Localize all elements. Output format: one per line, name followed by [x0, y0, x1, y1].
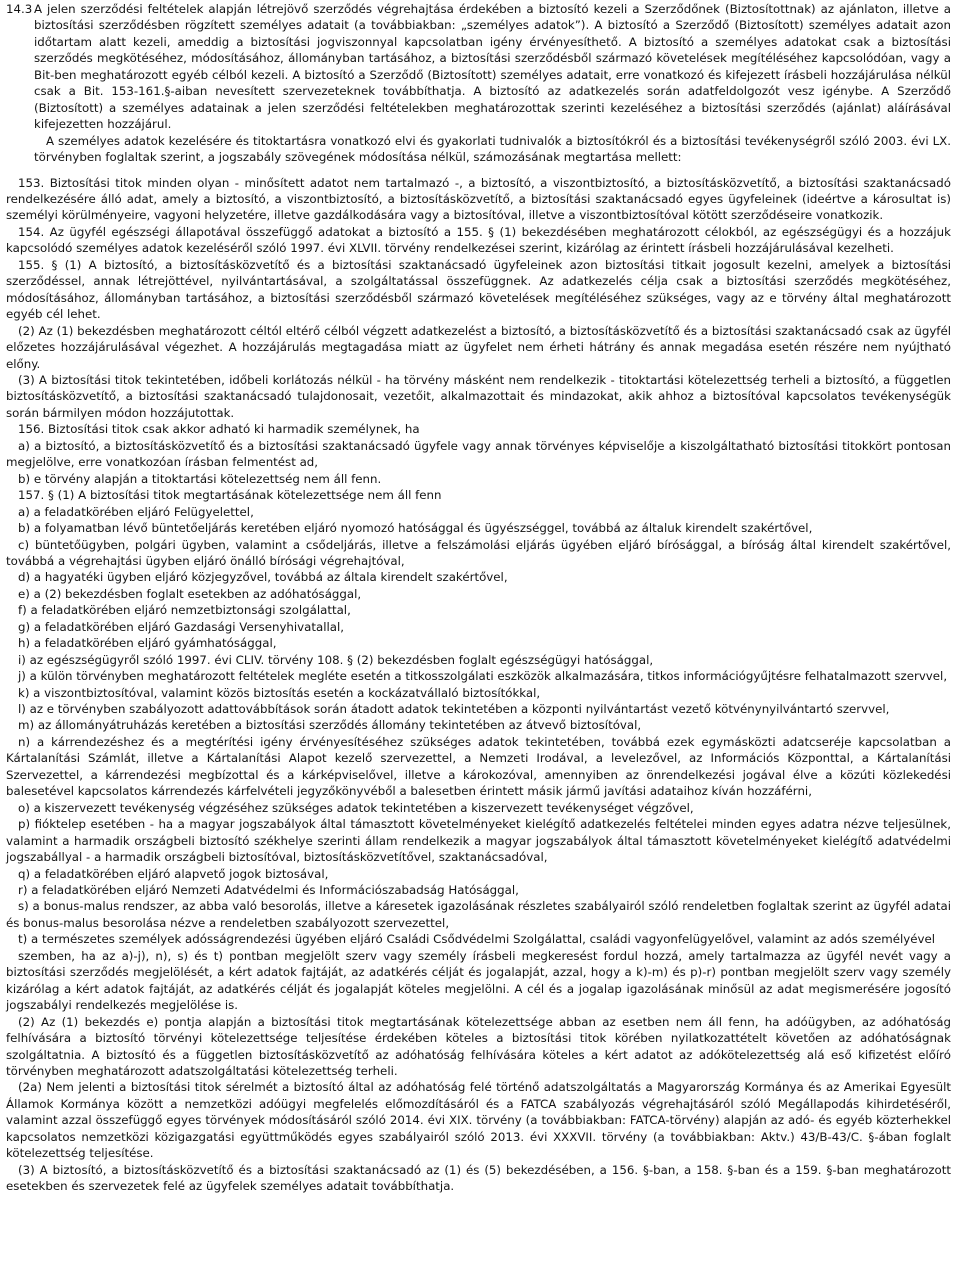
list-item-157-j: j) a külön törvényben meghatározott feltételek megléte esetén a titkosszolgálati eszközök alkalmazására, titkos információgyűjtésre felhatalmazott szervvel,: [18, 669, 948, 684]
list-item-157-m: m) az állományátruházás keretében a biztosítási szerződés állomány tekintetében az átvevő biztosítóval,: [18, 718, 642, 733]
paragraph-155-3: (3) A biztosítási titok tekintetében, időbeli korlátozás nélkül - ha törvény másként nem rendelkezik - titoktartási kötelezettség terheli a biztosító, a független biztosításközvetítő, a biztosítási szaktanácsadó tulajdonosait, vezetőit, alkalmazottait és mindazokat, akik ahhoz a biztosítóval kapcsolatos tevékenységük során bármilyen módon hozzájutottak.: [6, 372, 951, 420]
section-number: 14.3: [6, 2, 33, 16]
list-item-157-l: l) az e törvényben szabályozott adattovábbítások során átadott adatok tekintetében a központi nyilvántartást vezető kötvénynyilvántartó szervvel,: [18, 702, 890, 717]
section-body: [34, 1, 951, 166]
list-item-157-g: g) a feladatkörében eljáró Gazdasági Versenyhivatallal,: [18, 619, 345, 634]
list-item-157-a: a) a feladatkörében eljáró Felügyelettel,: [18, 504, 254, 519]
paragraph-153: 153. Biztosítási titok minden olyan - minősített adatot nem tartalmazó -, a biztosító, a viszontbiztosító, a biztosításközvetítő, a biztosítási szaktanácsadó rendelkezésére álló adat, amely a biztosító, a viszontbiztosító, a biztosításközvetítő, a biztosítási szaktanácsadó egyes ügyfeleinek (ideértve a károsultat is) személyi körülményeire, vagyoni helyzetére, illetve gazdálkodására vagy a biztosítóval, illetve a viszontbiztosítóval kötött szerződéseire vonatkozik.: [6, 175, 951, 223]
list-item-156-b: b) e törvény alapján a titoktartási kötelezettség nem áll fenn.: [18, 471, 382, 486]
list-item-157-d: d) a hagyatéki ügyben eljáró közjegyzővel, továbbá az általa kirendelt szakértővel,: [18, 570, 508, 585]
list-item-157-o: o) a kiszervezett tevékenység végzéséhez szükséges adatok tekintetében a kiszervezett tevékenységet végzővel,: [18, 800, 694, 815]
list-item-157-q: q) a feladatkörében eljáró alapvető jogok biztosával,: [18, 866, 329, 881]
paragraph-157-3: (3) A biztosító, a biztosításközvetítő és a biztosítási szaktanácsadó az (1) és (5) bekezdésében, a 156. §-ban, a 158. §-ban és a 159. §-ban meghatározott esetekben és szervezetek felé az ügyfelek személyes adatait továbbíthatja.: [6, 1162, 951, 1194]
paragraph-157-request-conditions: szemben, ha az a)-j), n), s) és t) pontban megjelölt szerv vagy személy írásbeli megkeresést fordul hozzá, amely tartalmazza az ügyfél nevét vagy a biztosítási szerződés megjelölését, a kért adatok fajtáját, az adatkérés célját és jogalapját, azzal, hogy a k)-m) és p)-r) pontban megjelölt szerv vagy személy kizárólag a kért adatok fajtáját, az adatkérés célját és jogalapját köteles megjelölni. A cél és a jogalap igazolásának minősül az adat megismerésére jogosító jogszabályi rendelkezés megjelölése is.: [6, 948, 951, 1013]
paragraph-157-2a: (2a) Nem jelenti a biztosítási titok sérelmét a biztosító által az adóhatóság felé történő adatszolgáltatás a Magyarország Kormánya és az Amerikai Egyesült Államok Kormánya között a nemzetközi adóügyi megfelelés előmozdításáról és a FATCA szabályozás végrehajtásáról szóló Megállapodás kihirdetéséről, valamint azzal összefüggő egyes törvények módosításáról szóló 2014. évi XIX. törvény (a továbbiakban: FATCA-törvény) alapján az adó- és egyéb közterhekkel kapcsolatos nemzetközi közigazgatási együttműködés egyes szabályairól szóló 2013. évi XXXVII. törvény (a továbbiakban: Aktv.) 43/B-43/C. §-ában foglalt kötelezettség teljesítése.: [6, 1080, 951, 1161]
paragraph-155-2: (2) Az (1) bekezdésben meghatározott céltól eltérő célból végzett adatkezelést a biztosító, a biztosításközvetítő és a biztosítási szaktanácsadó csak az ügyfél előzetes hozzájárulásával végezhet. A hozzájárulás megtagadása miatt az ügyfelet nem érheti hátrány és annak megadása esetén részére nem nyújtható előny.: [6, 323, 951, 371]
list-item-157-h: h) a feladatkörében eljáró gyámhatósággal,: [18, 636, 277, 651]
list-item-157-r: r) a feladatkörében eljáró Nemzeti Adatvédelmi és Információszabadság Hatósággal,: [18, 883, 519, 898]
list-item-157-s: s) a bonus-malus rendszer, az abba való besorolás, illetve a káresetek igazolásának részletes szabályairól szóló rendeletben foglaltak szerint az ügyfél adatai és bonus-malus besorolása nézve a rendeletben szabályozott szervezettel,: [6, 899, 951, 930]
paragraph-157-2: (2) Az (1) bekezdés e) pontja alapján a biztosítási titok megtartásának kötelezettsége abban az esetben nem áll fenn, ha adóügyben, az adóhatóság felhívására a biztosító törvényi kötelezettsége teljesítése érdekében köteles a biztosítási titok körében nyilatkozattételt követően az adóhatóságnak szolgáltatnia. A biztosító és a független biztosításközvetítő az adóhatóság felhívására köteles a kért adatot az adókötelezettség alá eső kifizetést előíró törvényben meghatározott adatszolgáltatási kötelezettség terheli.: [6, 1014, 951, 1078]
paragraph-156: 156. Biztosítási titok csak akkor adható ki harmadik személynek, ha: [18, 422, 420, 437]
list-item-157-t: t) a természetes személyek adósságrendezési ügyében eljáró Családi Csődvédelmi Szolgálattal, családi vagyonfelügyelővel, valamint az adós személyével: [18, 932, 936, 947]
section-14-3: [6, 0, 951, 166]
list-item-157-k: k) a viszontbiztosítóval, valamint közös biztosítás esetén a kockázatvállaló biztosítókkal,: [18, 685, 541, 700]
paragraph-intro: A jelen szerződési feltételek alapján létrejövő szerződés végrehajtása érdekében a biztosító kezeli a Szerződőnek (Biztosítottnak) az ajánlaton, illetve a biztosítási szerződésben rögzített személyes adatait (a továbbiakban: „személyes adatok”). A biztosító a Szerződő (Biztosított) személyes adatait azon időtartam alatt kezeli, ameddig a biztosítási jogviszonnyal kapcsolatban igény érvényesíthető. A biztosító a személyes adatokat csak a biztosítási szerződés megkötéséhez, módosításához, állományban tartásához, a biztosítási szerződésből származó követelések megítéléséhez kapcsolódóan, vagy a Bit-ben meghatározott egyéb célból kezeli. A biztosító a Szerződő (Biztosított) személyes adatait, erre vonatkozó és kifejezett írásbeli hozzájárulása nélkül csak a Bit. 153-161.§-aiban nevesített szervezeteknek továbbíthatja. A biztosító az adatkezelés során adatfeldolgozót vesz igénybe. A Szerződő (Biztosított) a személyes adatainak a jelen szerződési feltételekben meghatározottak szerinti kezeléséhez a biztosítási szerződés (ajánlat) aláírásával kifejezetten hozzájárul.: [34, 2, 951, 132]
list-item-157-f: f) a feladatkörében eljáró nemzetbiztonsági szolgálattal,: [18, 603, 351, 618]
paragraph-157-1: 157. § (1) A biztosítási titok megtartásának kötelezettsége nem áll fenn: [18, 488, 442, 503]
paragraph-154: 154. Az ügyfél egészségi állapotával összefüggő adatokat a biztosító a 155. § (1) bekezdésében meghatározott célokból, az egészségügyi és a hozzájuk kapcsolódó személyes adatok kezeléséről szóló 1997. évi XLVII. törvény rendelkezései szerint, kizárólag az érintett írásbeli hozzájárulásával kezelheti.: [6, 224, 951, 256]
list-item-157-n: n) a kárrendezéshez és a megtérítési igény érvényesítéséhez szükséges adatok tekintetében, továbbá ezek egymásközti adatcseréje kapcsolatban a Kártalanítási Számlát, illetve a Kártalanítási Alapot kezelő szervezettel, a Nemzeti Irodával, a levelezővel, az Információs Központtal, a Kártalanítási Szervezettel, a kárrendezési megbízottal és a kárképviselővel, illetve a károkozóval, amennyiben az önrendelkezési jogával élve a közúti közlekedési balesetével kapcsolatos kárrendezés kárfelvételi jegyzőkönyvéből a balesetben érintett másik jármű javítási adataihoz kíván hozzáférni,: [6, 734, 951, 799]
list-item-157-i: i) az egészségügyről szóló 1997. évi CLIV. törvény 108. § (2) bekezdésben foglalt egészségügyi hatósággal,: [18, 652, 654, 667]
list-item-157-c: c) büntetőügyben, polgári ügyben, valamint a csődeljárás, illetve a felszámolási eljárás ügyében eljáró bírósággal, a bíróság által kirendelt szakértővel, továbbá a végrehajtási ügyben eljáró önálló bírósági végrehajtóval,: [6, 537, 951, 568]
list-item-157-e: e) a (2) bekezdésben foglalt esetekben az adóhatósággal,: [18, 586, 362, 601]
list-item-157-b: b) a folyamatban lévő büntetőeljárás keretében eljáró nyomozó hatósággal és ügyészséggel, továbbá az általuk kirendelt szakértővel,: [18, 521, 813, 536]
paragraph-legal-reference: A személyes adatok kezelésére és titoktartásra vonatkozó elvi és gyakorlati tudnivalók a biztosítókról és a biztosítási tevékenységről szóló 2003. évi LX. törvényben foglaltak szerint, a jogszabály szövegének módosítása nélkül, számozásának megtartása mellett:: [34, 133, 951, 165]
list-item-156-a: a) a biztosító, a biztosításközvetítő és a biztosítási szaktanácsadó ügyfele vagy annak törvényes képviselője a kiszolgáltatható biztosítási titokkört pontosan megjelölve, erre vonatkozóan írásban felmentést ad,: [6, 438, 951, 470]
list-item-157-p: p) fióktelep esetében - ha a magyar jogszabályok által támasztott követelményeket kielégítő adatkezelés feltételei minden egyes adatra nézve teljesülnek, valamint a harmadik országbeli biztosító székhelye szerinti állam rendelkezik a magyar jogszabályok által támasztott követelményeket kielégítő adatvédelmi jogszabállyal - a harmadik országbeli biztosítóval, biztosításközvetítővel, szaktanácsadóval,: [6, 817, 951, 865]
paragraph-155-1: 155. § (1) A biztosító, a biztosításközvetítő és a biztosítási szaktanácsadó ügyfeleinek azon biztosítási titkait jogosult kezelni, amelyek a biztosítási szerződéssel, annak létrejöttével, nyilvántartásával, a szolgáltatással összefüggnek. Az adatkezelés célja csak a biztosítási szerződés megkötéséhez, módosításához, állományban tartásához, a biztosítási szerződésből származó követelések megítéléséhez szükséges, vagy az e törvény által meghatározott egyéb cél lehet.: [6, 257, 951, 322]
